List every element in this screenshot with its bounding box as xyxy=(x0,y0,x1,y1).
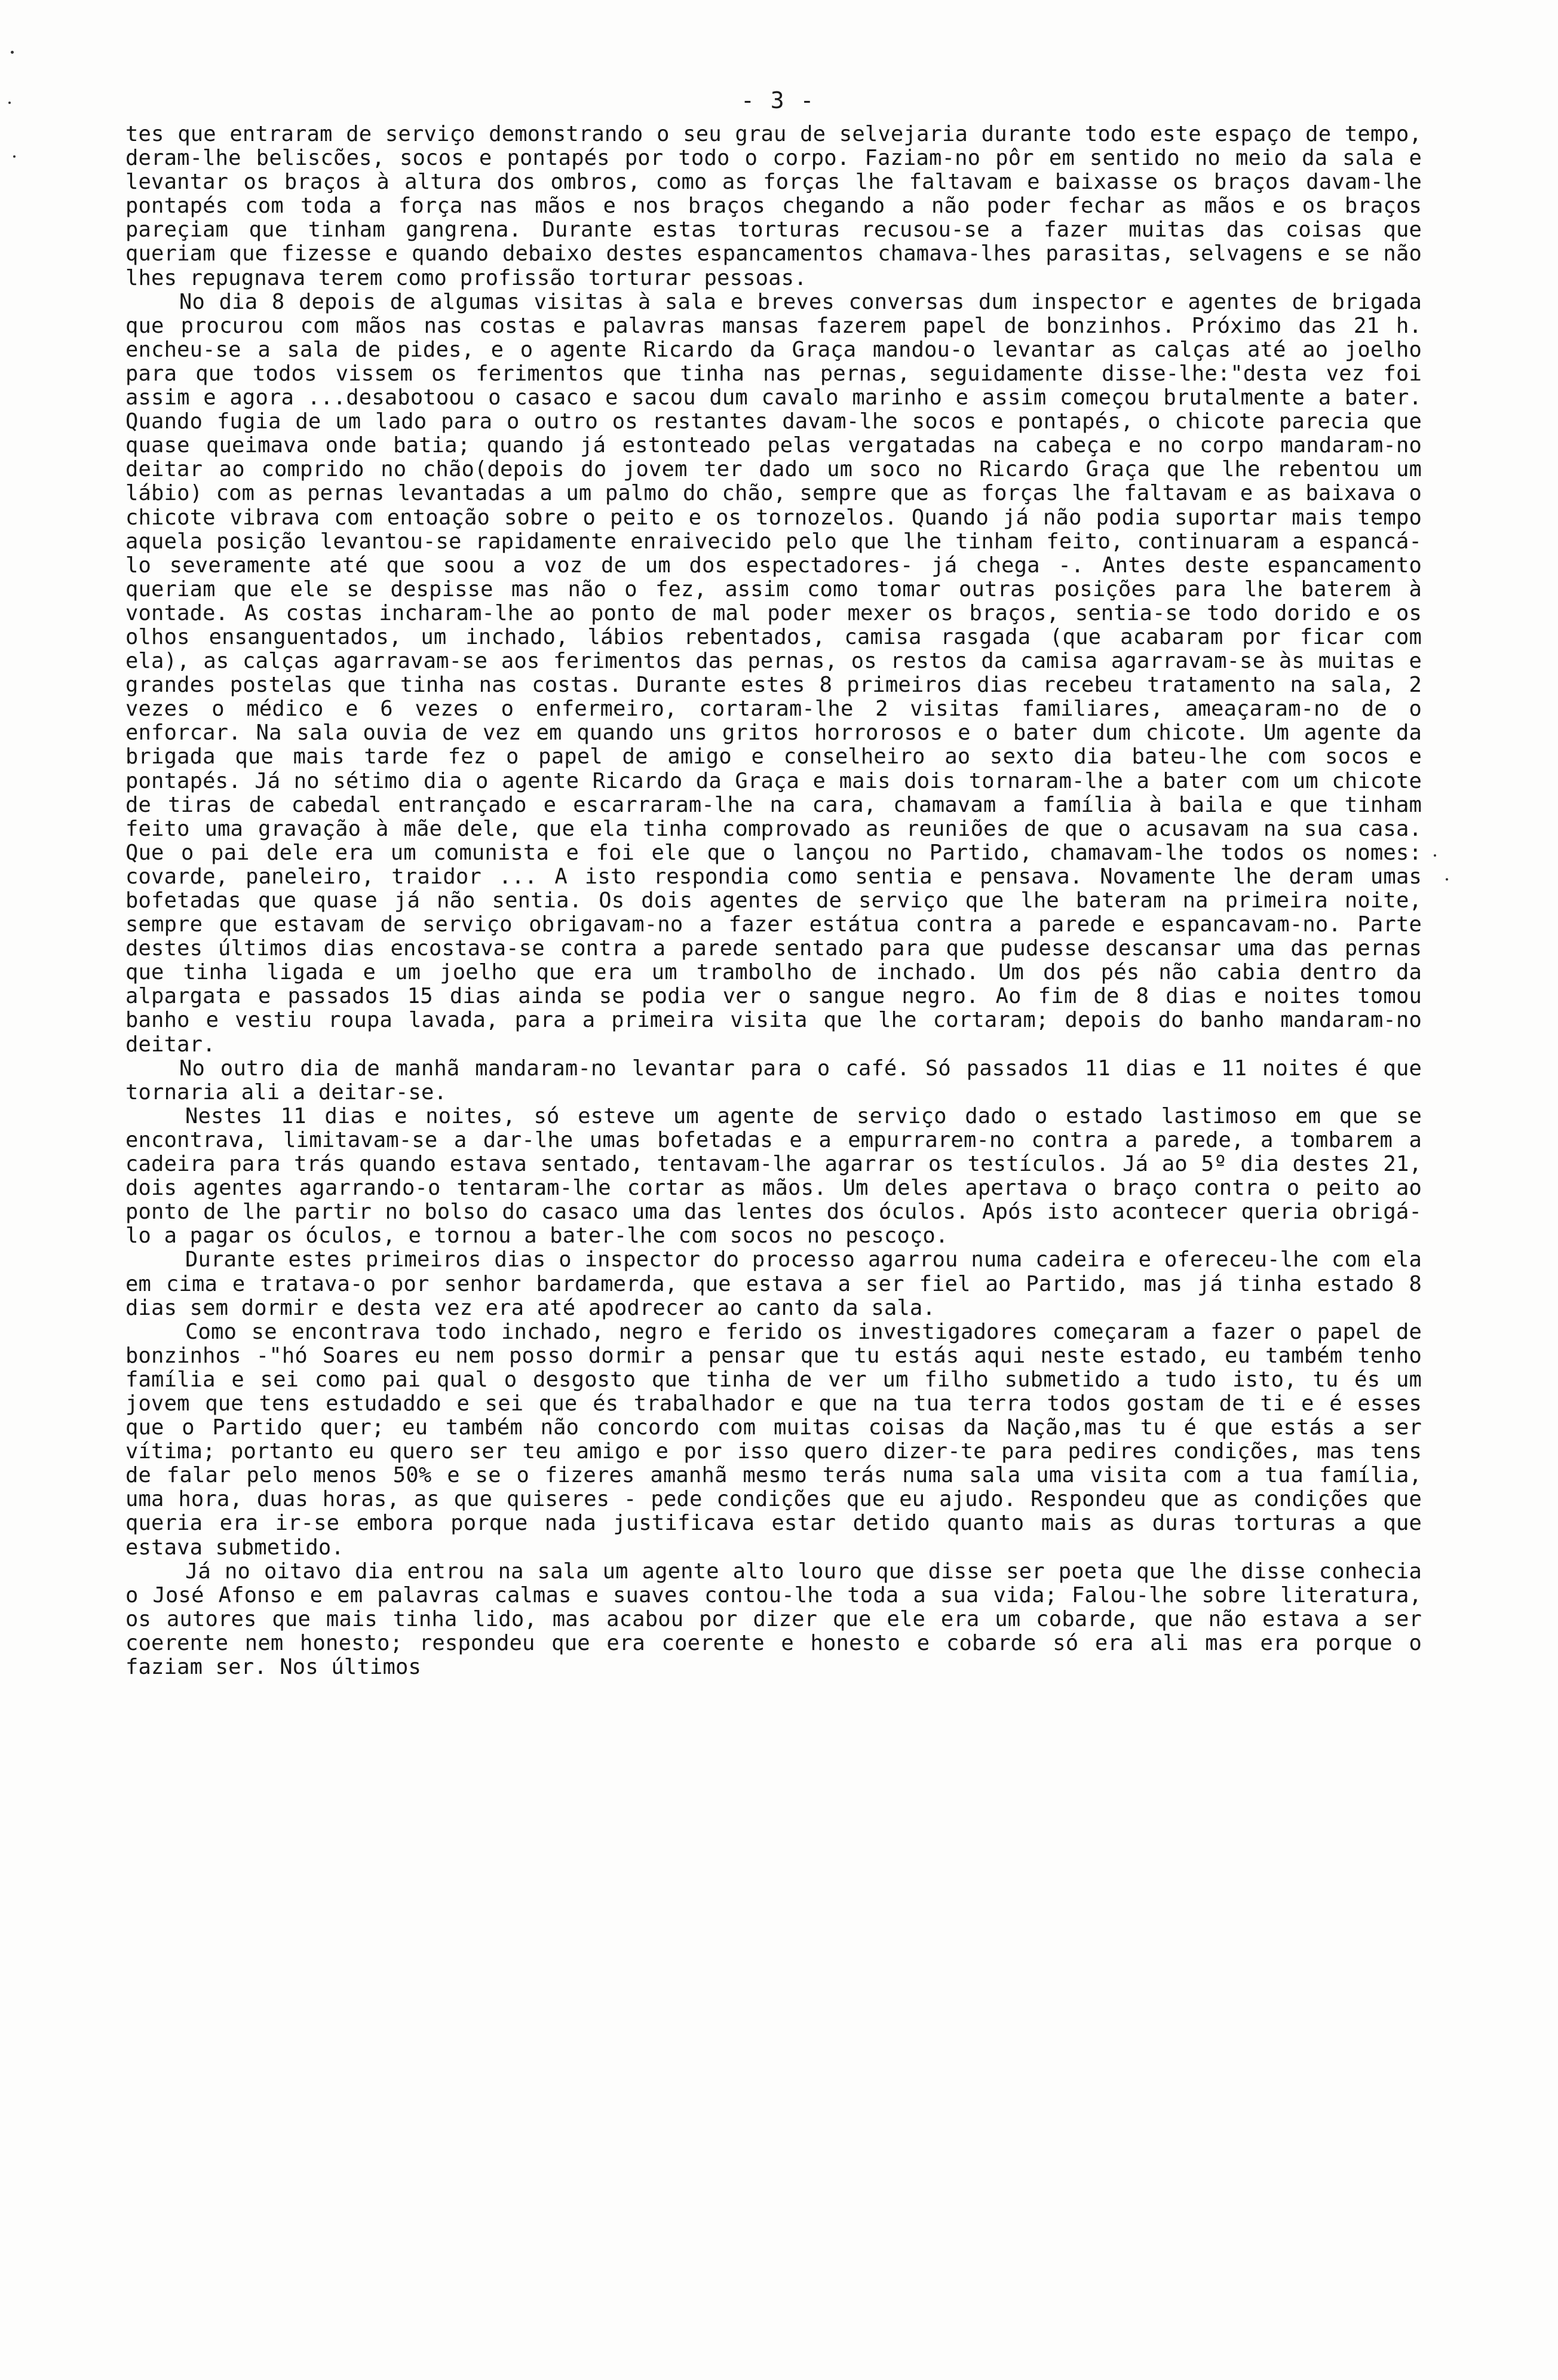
scan-speck xyxy=(11,51,14,54)
document-body xyxy=(125,122,1422,1679)
paragraph: Durante estes primeiros dias o inspector do processo agarrou numa cadeira e ofereceu-lhe com ela em cima e tratava-o por senhor bardamerda, que estava a ser fiel ao Partido, mas já tinha estado 8 dias sem dormir e desta vez era até apodrecer ao canto da sala. xyxy=(125,1247,1422,1320)
scan-speck xyxy=(13,155,16,158)
paragraph: Já no oitavo dia entrou na sala um agente alto louro que disse ser poeta que lhe disse conhecia o José Afonso e em palavras calmas e suaves contou-lhe toda a sua vida; Falou-lhe sobre literatura, os autores que mais tinha lido, mas acabou por dizer que ele era um cobarde, que não estava a ser coerente nem honesto; respondeu que era coerente e honesto e cobarde só era ali mas era porque o faziam ser. Nos últimos xyxy=(125,1559,1422,1679)
scan-speck xyxy=(1446,878,1448,881)
page-number: - 3 - xyxy=(741,87,815,114)
paragraph: No dia 8 depois de algumas visitas à sala e breves conversas dum inspector e agentes de brigada que procurou com mãos nas costas e palavras mansas fazerem papel de bonzinhos. Próximo das 21 h. encheu-se a sala de pides, e o agente Ricardo da Graça mandou-o levantar as calças até ao joelho para que todos vissem os ferimentos que tinha nas pernas, seguidamente disse-lhe:"desta vez foi assim e agora ...desabotoou o casaco e sacou dum cavalo marinho e assim começou brutalmente a bater. Quando fugia de um lado para o outro os restantes davam-lhe socos e pontapés, o chicote parecia que quase queimava onde batia; quando já estonteado pelas vergatadas na cabeça e no corpo mandaram-no deitar ao comprido no chão(depois do jovem ter dado um soco no Ricardo Graça que lhe rebentou um lábio) com as pernas levantadas a um palmo do chão, sempre que as forças lhe faltavam e as baixava o chicote vibrava com entoação sobre o peito e os tornozelos. Quando já não podia suportar mais tempo aquela posição levantou-se rapidamente enraivecido pelo que lhe tinham feito, continuaram a espancá-lo severamente até que soou a voz de um dos espectadores- já chega -. Antes deste espancamento queriam que ele se despisse mas não o fez, assim como tomar outras posições para lhe baterem à vontade. As costas incharam-lhe ao ponto de mal poder mexer os braços, sentia-se todo dorido e os olhos ensanguentados, um inchado, lábios rebentados, camisa rasgada (que acabaram por ficar com ela), as calças agarravam-se aos ferimentos das pernas, os restos da camisa agarravam-se às muitas e grandes postelas que tinha nas costas. Durante estes 8 primeiros dias recebeu tratamento na sala, 2 vezes o médico e 6 vezes o enfermeiro, cortaram-lhe 2 visitas familiares, ameaçaram-no de o enforcar. Na sala ouvia de vez em quando uns gritos horrorosos e o bater dum chicote. Um agente da brigada que mais tarde fez o papel de amigo e conselheiro ao sexto dia bateu-lhe com socos e pontapés. Já no sétimo dia o agente Ricardo da Graça e mais dois tornaram-lhe a bater com um chicote de tiras de cabedal entrançado e escarraram-lhe na cara, chamavam a família à baila e que tinham feito uma gravação à mãe dele, que ela tinha comprovado as reuniões de que o acusavam na sua casa. Que o pai dele era um comunista e foi ele que o lançou no Partido, chamavam-lhe todos os nomes: covarde, paneleiro, traidor ... A isto respondia como sentia e pensava. Novamente lhe deram umas bofetadas que quase já não sentia. Os dois agentes de serviço que lhe bateram na primeira noite, sempre que estavam de serviço obrigavam-no a fazer estátua contra a parede e espancavam-no. Parte destes últimos dias encostava-se contra a parede sentado para que pudesse descansar uma das pernas que tinha ligada e um joelho que era um trambolho de inchado. Um dos pés não cabia dentro da alpargata e passados 15 dias ainda se podia ver o sangue negro. Ao fim de 8 dias e noites tomou banho e vestiu roupa lavada, para a primeira visita que lhe cortaram; depois do banho mandaram-no deitar. xyxy=(125,289,1422,1057)
paragraph: Como se encontrava todo inchado, negro e ferido os investigadores começaram a fazer o papel de bonzinhos -"hó Soares eu nem posso dormir a pensar que tu estás aqui neste estado, eu também tenho família e sei como pai qual o desgosto que tinha de ver um filho submetido a tudo isto, tu és um jovem que tens estudaddo e sei que és trabalhador e que na tua terra todos gostam de ti e é esses que o Partido quer; eu também não concordo com muitas coisas da Nação,mas tu é que estás a ser vítima; portanto eu quero ser teu amigo e por isso quero dizer-te para pedires condições, mas tens de falar pelo menos 50% e se o fizeres amanhã mesmo terás numa sala uma visita com a tua família, uma hora, duas horas, as que quiseres - pede condições que eu ajudo. Respondeu que as condições que queria era ir-se embora porque nada justificava estar detido quanto mais as duras torturas a que estava submetido. xyxy=(125,1319,1422,1560)
paragraph: Nestes 11 dias e noites, só esteve um agente de serviço dado o estado lastimoso em que se encontrava, limitavam-se a dar-lhe umas bofetadas e a empurrarem-no contra a parede, a tombarem a cadeira para trás quando estava sentado, tentavam-lhe agarrar os testículos. Já ao 5º dia destes 21, dois agentes agarrando-o tentaram-lhe cortar as mãos. Um deles apertava o braço contra o peito ao ponto de lhe partir no bolso do casaco uma das lentes dos óculos. Após isto acontecer queria obrigá-lo a pagar os óculos, e tornou a bater-lhe com socos no pescoço. xyxy=(125,1103,1422,1249)
paragraph: No outro dia de manhã mandaram-no levantar para o café. Só passados 11 dias e 11 noites é que tornaria ali a deitar-se. xyxy=(125,1056,1422,1105)
scan-speck xyxy=(8,102,11,104)
paragraph: tes que entraram de serviço demonstrando o seu grau de selvejaria durante todo este espaço de tempo, deram-lhe beliscões, socos e pontapés por todo o corpo. Faziam-no pôr em sentido no meio da sala e levantar os braços à altura dos ombros, como as forças lhe faltavam e baixasse os braços davam-lhe pontapés com toda a força nas mãos e nos braços chegando a não poder fechar as mãos e os braços pareçiam que tinham gangrena. Durante estas torturas recusou-se a fazer muitas das coisas que queriam que fizesse e quando debaixo destes espancamentos chamava-lhes parasitas, selvagens e se não lhes repugnava terem como profissão torturar pessoas. xyxy=(125,122,1422,290)
scan-speck xyxy=(1434,854,1436,857)
